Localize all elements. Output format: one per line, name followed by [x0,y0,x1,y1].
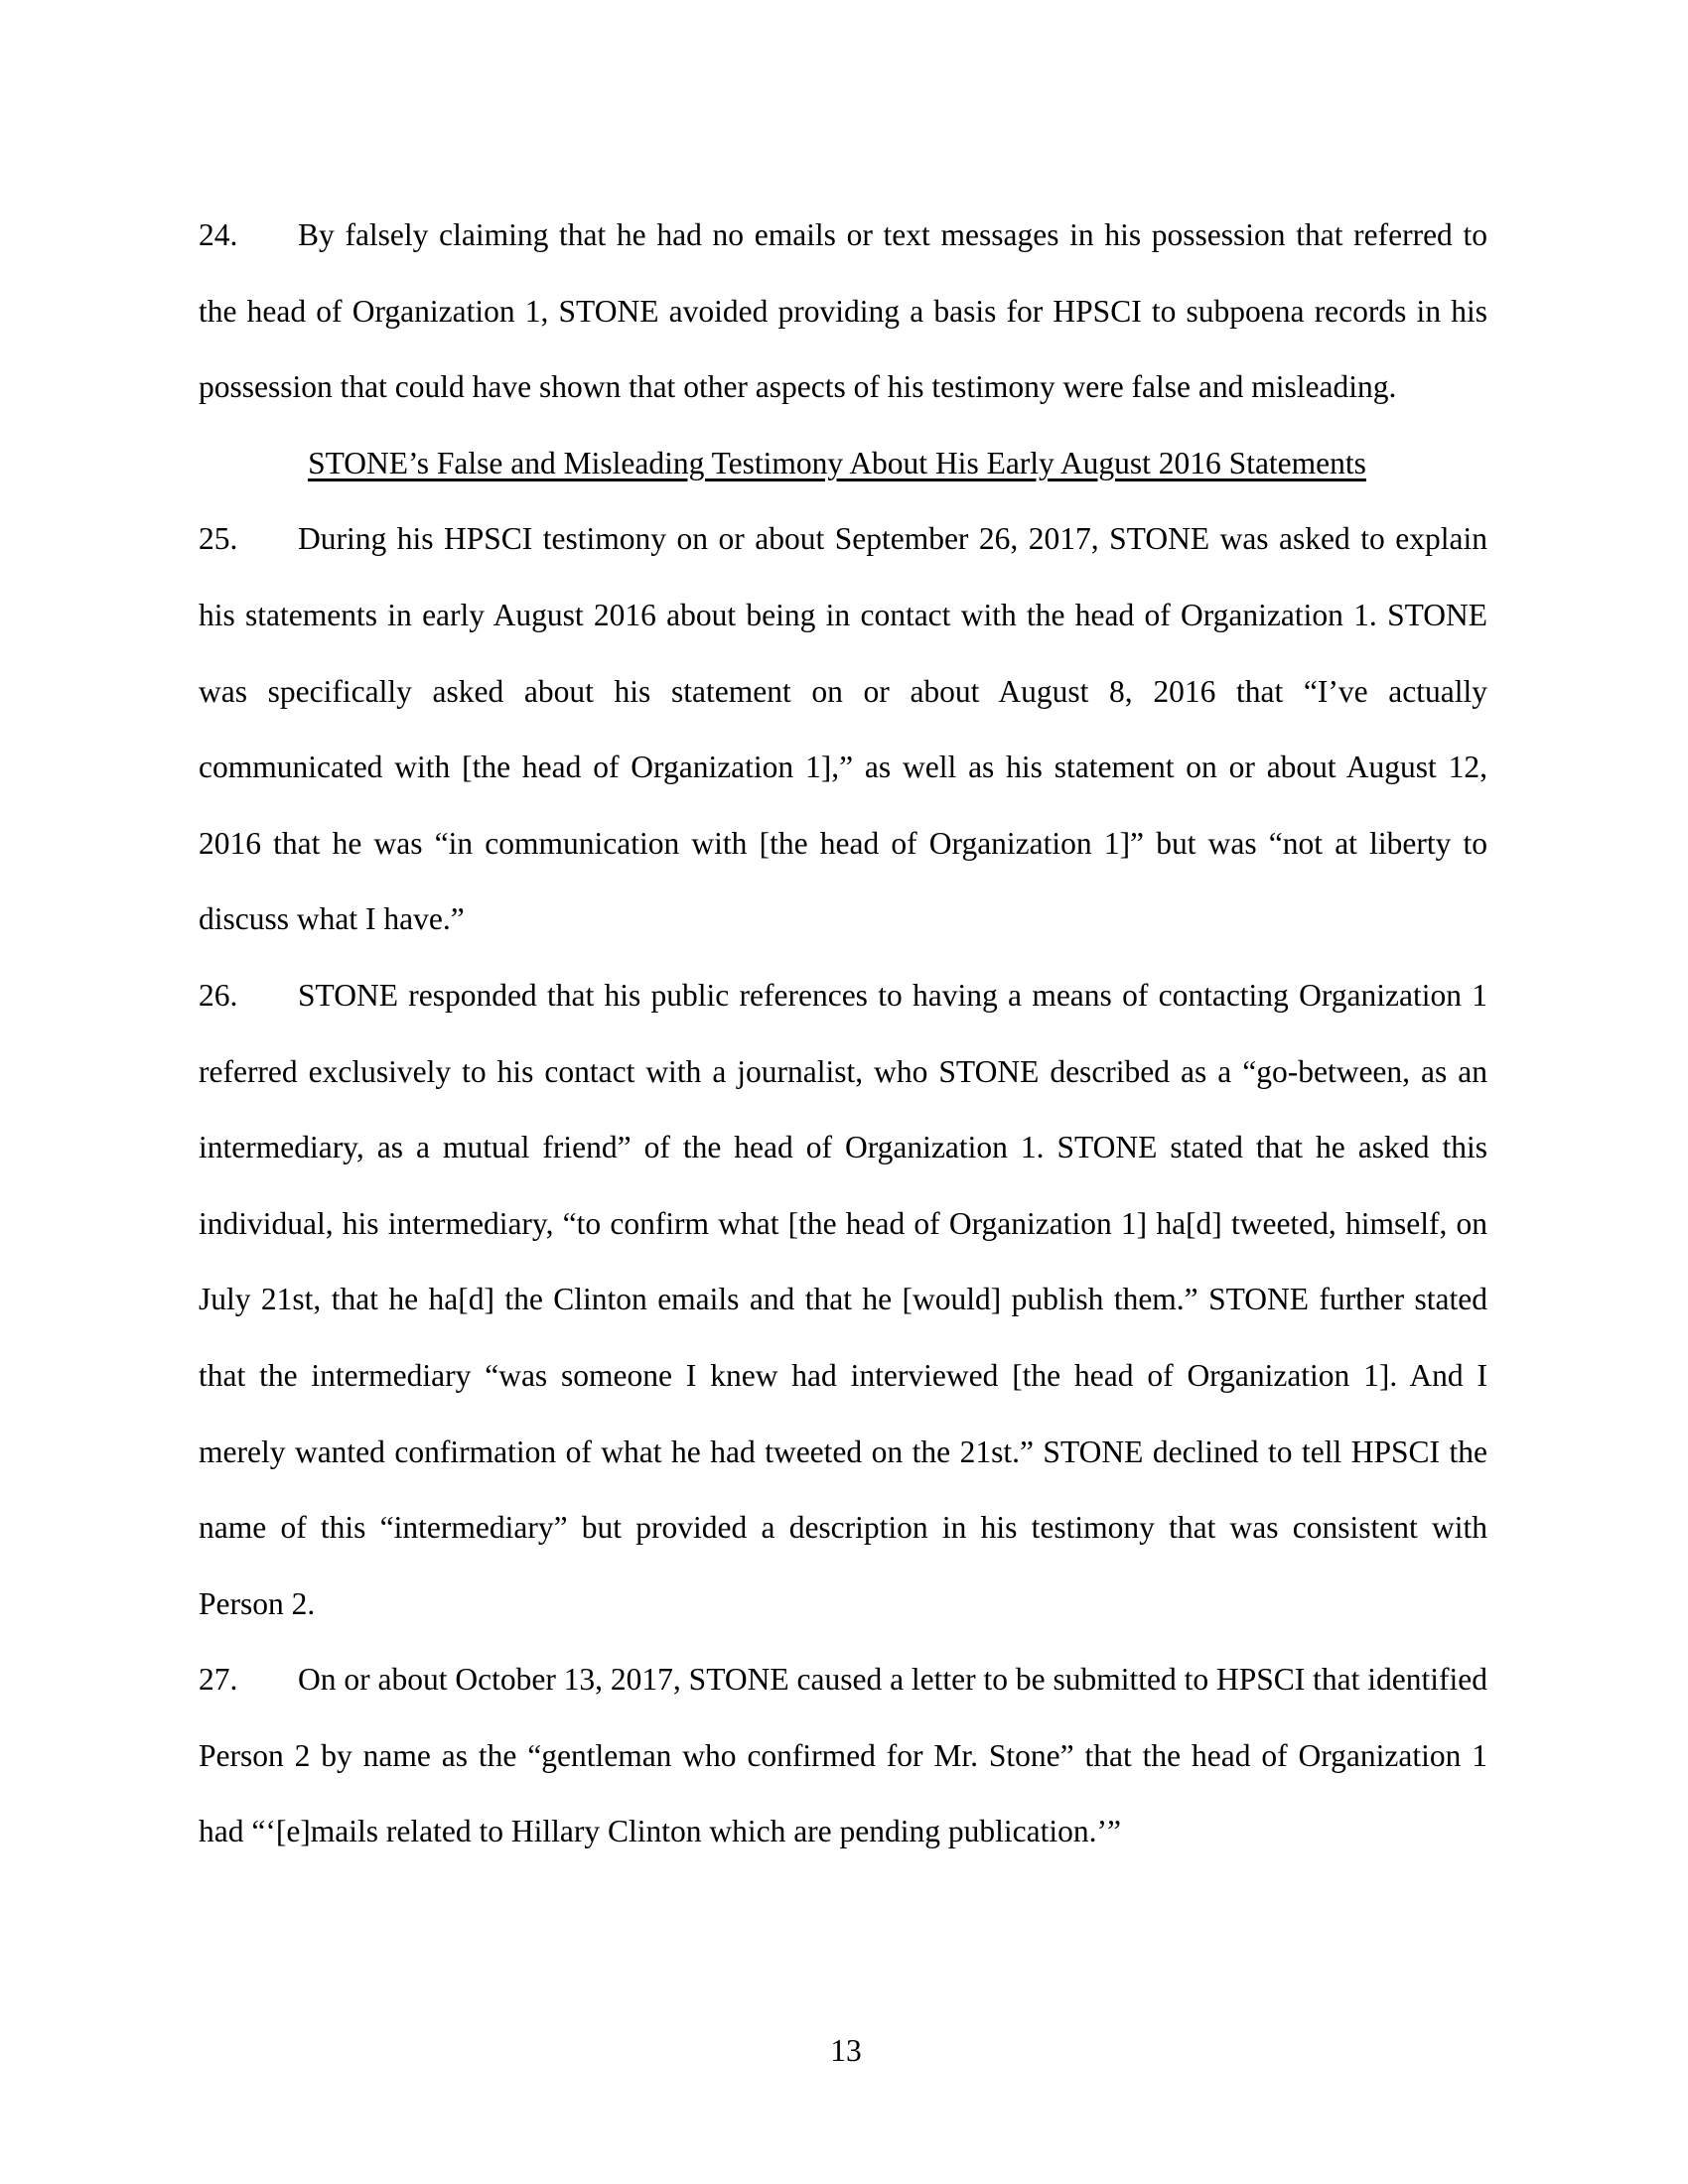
paragraph-27 [199,1642,1487,1870]
paragraph-number: 27. [199,1662,238,1698]
paragraph-26 [199,958,1487,1642]
page-number: 13 [830,2033,862,2068]
paragraph-text: STONE responded that his public references to having a means of contacting Organization 1 referred exclusively to his contact with a journalist, who STONE described as a “go-between, as an intermediary, as a mutual friend” of the head of Organization 1. STONE stated that he asked this individual, his intermediary, “to confirm what [the head of Organization 1] ha[d] tweeted, himself, on July 21st, that he ha[d] the Clinton emails and that he [would] publish them.” STONE further stated that the intermediary “was someone I knew had interviewed [the head of Organization 1]. And I merely wanted confirmation of what he had tweeted on the 21st.” STONE declined to tell HPSCI the name of this “intermediary” but provided a description in his testimony that was consistent with Person 2. [199,977,1487,1621]
paragraph-number: 25. [199,521,238,557]
paragraph-text: During his HPSCI testimony on or about September 26, 2017, STONE was asked to explain his statements in early August 2016 about being in contact with the head of Organization 1. STONE was specifically asked about his statement on or about August 8, 2016 that “I’ve actually communicated with [the head of Organization 1],” as well as his statement on or about August 12, 2016 that he was “in communication with [the head of Organization 1]” but was “not at liberty to discuss what I have.” [199,521,1487,937]
paragraph-number: 24. [199,217,238,252]
paragraph-number: 26. [199,977,238,1013]
paragraph-25 [199,501,1487,958]
paragraph-24 [199,198,1487,426]
body-text [199,198,1487,1870]
paragraph-text: By falsely claiming that he had no emails or text messages in his possession that referred to the head of Organization 1, STONE avoided providing a basis for HPSCI to subpoena records in his possession that could have shown that other aspects of his testimony were false and misleading. [199,217,1487,405]
paragraph-text: On or about October 13, 2017, STONE caused a letter to be submitted to HPSCI that identified Person 2 by name as the “gentleman who confirmed for Mr. Stone” that the head of Organization 1 had “‘[e]mails related to Hillary Clinton which are pending publication.’” [199,1662,1487,1849]
section-heading: STONE’s False and Misleading Testimony About His Early August 2016 Statements [308,445,1366,480]
